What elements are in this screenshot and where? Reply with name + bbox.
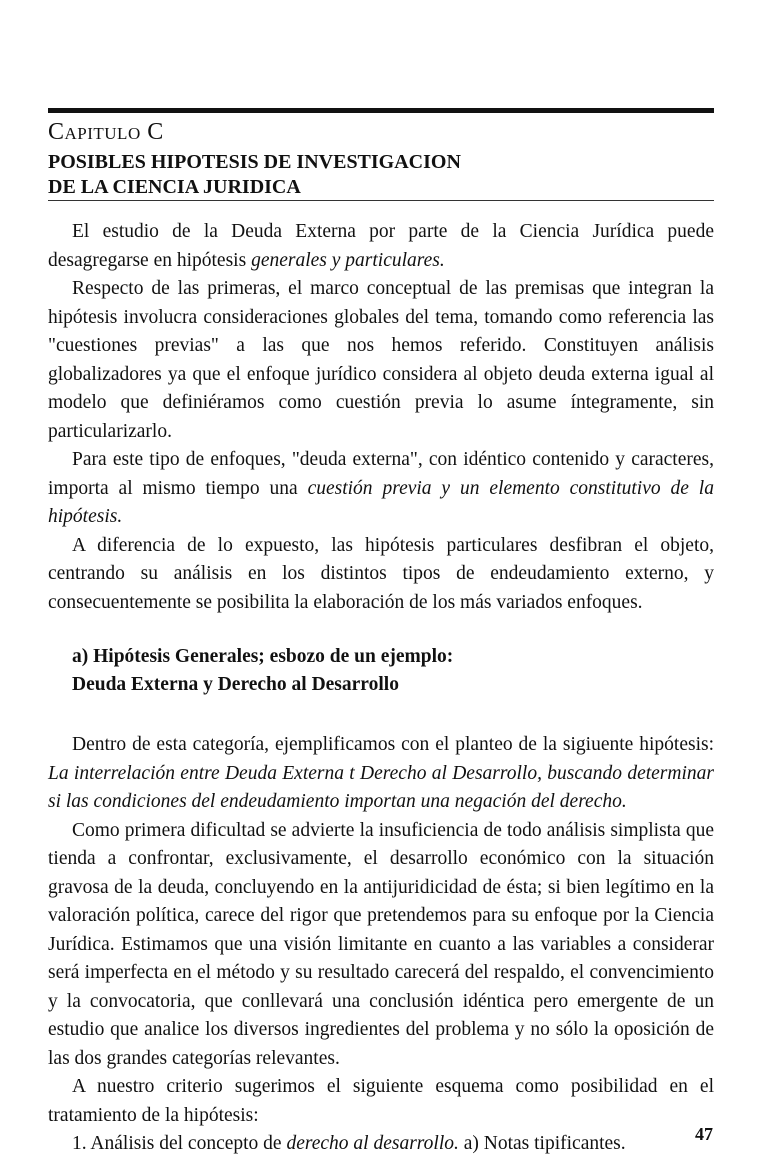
paragraph-1-emphasis: generales y particulares.: [251, 249, 445, 271]
paragraph-5-text: Dentro de esta categoría, ejemplificamos con el planteo de la sigiuente hipótesis:: [72, 734, 714, 755]
paragraph-8-emphasis: derecho al desarrollo.: [286, 1133, 459, 1154]
paragraph-5-emphasis: La interrelación entre Deuda Externa t Derecho al Desarrollo, buscando determinar si las condiciones del endeudamiento importan una negación del derecho.: [48, 762, 714, 812]
paragraph-7: A nuestro criterio sugerimos el siguiente esquema como posibilidad en el tratamiento de la hipótesis:: [48, 1076, 714, 1126]
paragraph-3-text: Para este tipo de enfoques, "deuda externa", con idéntico contenido y caracteres, importa al mismo tiempo una: [48, 449, 714, 499]
chapter-title-line-2: DE LA CIENCIA JURIDICA: [48, 176, 301, 198]
body-text: [48, 218, 714, 1159]
paragraph-8-tail: a) Notas tipificantes.: [458, 1133, 626, 1154]
chapter-title: [48, 150, 714, 200]
paragraph-8-text: 1. Análisis del concepto de: [72, 1133, 287, 1154]
paragraph-4: A diferencia de lo expuesto, las hipótesis particulares desfibran el objeto, centrando su análisis en los distintos tipos de endeudamiento externo, y consecuentemente se posibilita la elaboración de los más variados enfoques.: [48, 534, 714, 613]
heading-rule: [48, 200, 714, 201]
chapter-label: Capitulo C: [48, 119, 164, 145]
top-rule: [48, 108, 714, 113]
chapter-title-line-1: POSIBLES HIPOTESIS DE INVESTIGACION: [48, 151, 461, 173]
page-number: 47: [695, 1124, 713, 1144]
subheading-line-2: Deuda Externa y Derecho al Desarrollo: [72, 674, 399, 695]
paragraph-1: [48, 218, 714, 275]
paragraph-5: [48, 731, 714, 817]
paragraph-6: Como primera dificultad se advierte la insuficiencia de todo análisis simplista que tienda a confrontar, exclusivamente, el desarrollo económico con la situación gravosa de la deuda, concluyendo en la antijuridicidad de ésta; si bien legítimo en la valoración política, carece del rigor que pretendemos para su enfoque por la Ciencia Jurídica. Estimamos que una visión limitante en cuanto a las variables a considerar será imperfecta en el método y su resultado carecerá del respaldo, el convencimiento y la convocatoria, que conllevará una conclusión idéntica pero emergente de un estudio que analice los diversos ingredientes del problema y no sólo la oposición de las dos grandes categorías relevantes.: [48, 819, 714, 1069]
paragraph-3-emphasis: cuestión previa y un elemento constitutivo de la hipótesis.: [48, 477, 714, 527]
section-subheading: [72, 643, 714, 699]
paragraph-3: [48, 446, 714, 532]
paragraph-1-text: El estudio de la Deuda Externa por parte de la Ciencia Jurídica puede desagregarse en hipótesis: [48, 221, 714, 271]
subheading-line-1: a) Hipótesis Generales; esbozo de un ejemplo:: [72, 646, 454, 667]
paragraph-8: [48, 1130, 714, 1159]
paragraph-2: Respecto de las primeras, el marco conceptual de las premisas que integran la hipótesis involucra consideraciones globales del tema, tomando como referencia las "cuestiones previas" a las que nos hemos referido. Constituyen análisis globalizadores ya que el enfoque jurídico considera al objeto deuda externa igual al modelo que definiéramos como cuestión previa lo asume íntegramente, sin particularizarlo.: [48, 278, 714, 442]
